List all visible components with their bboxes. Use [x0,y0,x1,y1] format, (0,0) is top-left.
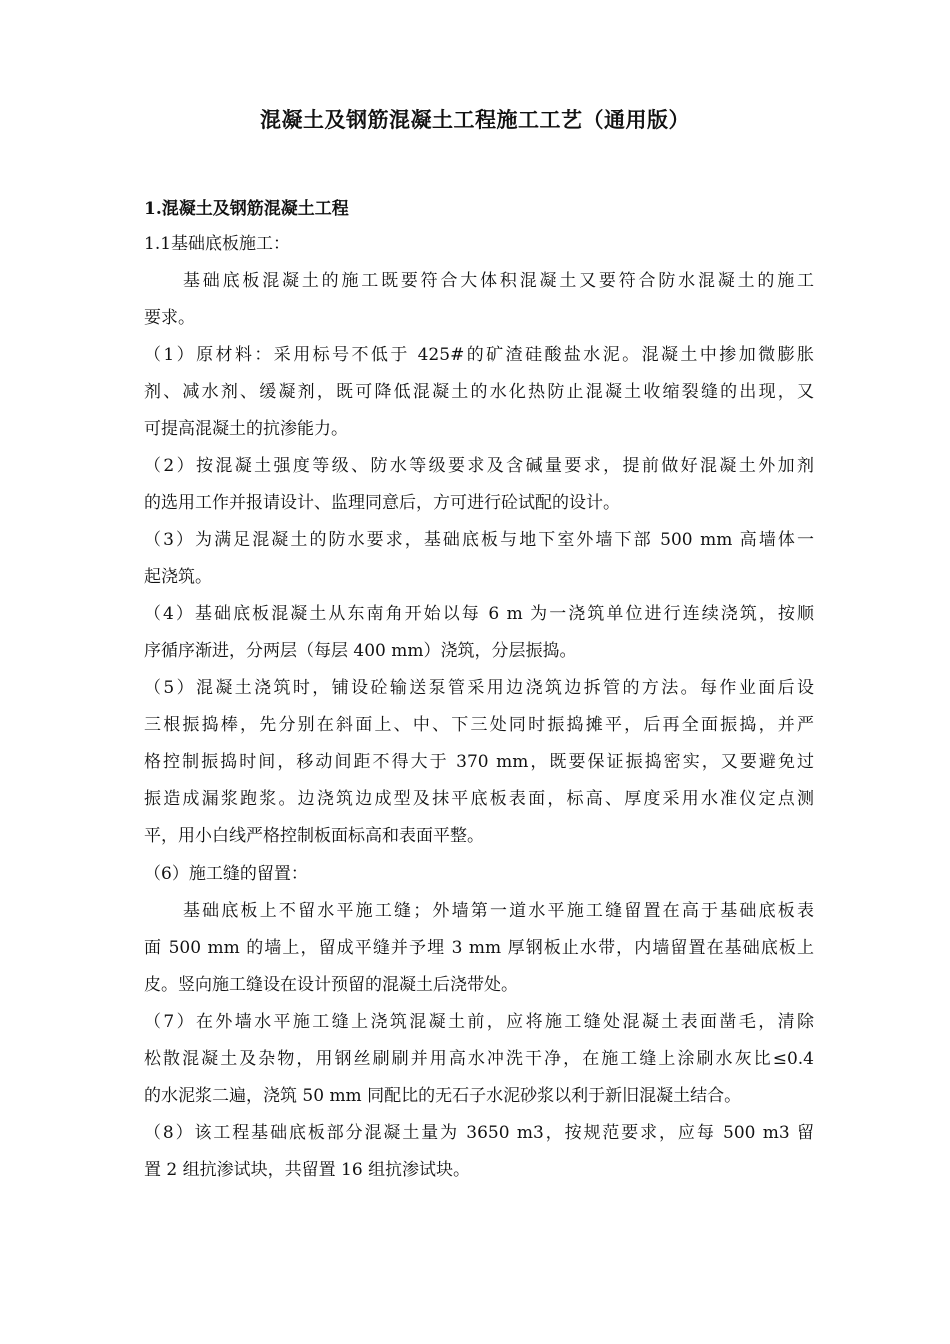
paragraph-line: 基础底板上不留水平施工缝；外墙第一道水平施工缝留置在高于基础底板表 [183,901,814,921]
paragraph-line: 置 2 组抗渗试块，共留置 16 组抗渗试块。 [144,1160,471,1180]
section-heading: 1.混凝土及钢筋混凝土工程 [144,199,349,219]
paragraph-line: 的选用工作并报请设计、监理同意后，方可进行砼试配的设计。 [144,493,620,513]
paragraph-line: 序循序渐进，分两层（每层 400 mm）浇筑，分层振捣。 [144,641,577,661]
paragraph-line: （5）混凝土浇筑时，铺设砼输送泵管采用边浇筑边拆管的方法。每作业面后设 [144,678,814,698]
paragraph-line: （4）基础底板混凝土从东南角开始以每 6 m 为一浇筑单位进行连续浇筑，按顺 [144,604,814,624]
paragraph-line: 平，用小白线严格控制板面标高和表面平整。 [144,826,484,846]
paragraph-line: 剂、减水剂、缓凝剂，既可降低混凝土的水化热防止混凝土收缩裂缝的出现，又 [144,382,814,402]
paragraph-line: （1）原材料：采用标号不低于 425#的矿渣硅酸盐水泥。混凝土中掺加微膨胀 [144,345,814,365]
subsection-heading: 1.1基础底板施工： [144,234,291,254]
paragraph-line: 的水泥浆二遍，浇筑 50 mm 同配比的无石子水泥砂浆以利于新旧混凝土结合。 [144,1086,742,1106]
paragraph-line: （2）按混凝土强度等级、防水等级要求及含碱量要求，提前做好混凝土外加剂 [144,456,814,476]
paragraph-line: 皮。竖向施工缝设在设计预留的混凝土后浇带处。 [144,975,518,995]
paragraph-line: 三根振捣棒，先分别在斜面上、中、下三处同时振捣摊平，后再全面振捣，并严 [144,715,814,735]
paragraph-line: 面 500 mm 的墙上，留成平缝并予埋 3 mm 厚钢板止水带，内墙留置在基础底板上 [144,938,814,958]
paragraph-line: （6）施工缝的留置： [144,864,308,884]
paragraph-line: 松散混凝土及杂物，用钢丝刷刷并用高水冲洗干净，在施工缝上涂刷水灰比≤0.4 [144,1049,814,1069]
paragraph-line: 要求。 [144,308,195,328]
paragraph-line: （8）该工程基础底板部分混凝土量为 3650 m3，按规范要求，应每 500 m3 留 [144,1123,814,1143]
paragraph-line: 可提高混凝土的抗渗能力。 [144,419,348,439]
paragraph-line: （7）在外墙水平施工缝上浇筑混凝土前，应将施工缝处混凝土表面凿毛，清除 [144,1012,814,1032]
paragraph-line: 振造成漏浆跑浆。边浇筑边成型及抹平底板表面，标高、厚度采用水准仪定点测 [144,789,814,809]
paragraph-line: 基础底板混凝土的施工既要符合大体积混凝土又要符合防水混凝土的施工 [183,271,814,291]
paragraph-line: （3）为满足混凝土的防水要求，基础底板与地下室外墙下部 500 mm 高墙体一 [144,530,814,550]
document-title: 混凝土及钢筋混凝土工程施工工艺（通用版） [260,107,690,132]
paragraph-line: 格控制振捣时间，移动间距不得大于 370 mm，既要保证振捣密实，又要避免过 [144,752,814,772]
paragraph-line: 起浇筑。 [144,567,212,587]
